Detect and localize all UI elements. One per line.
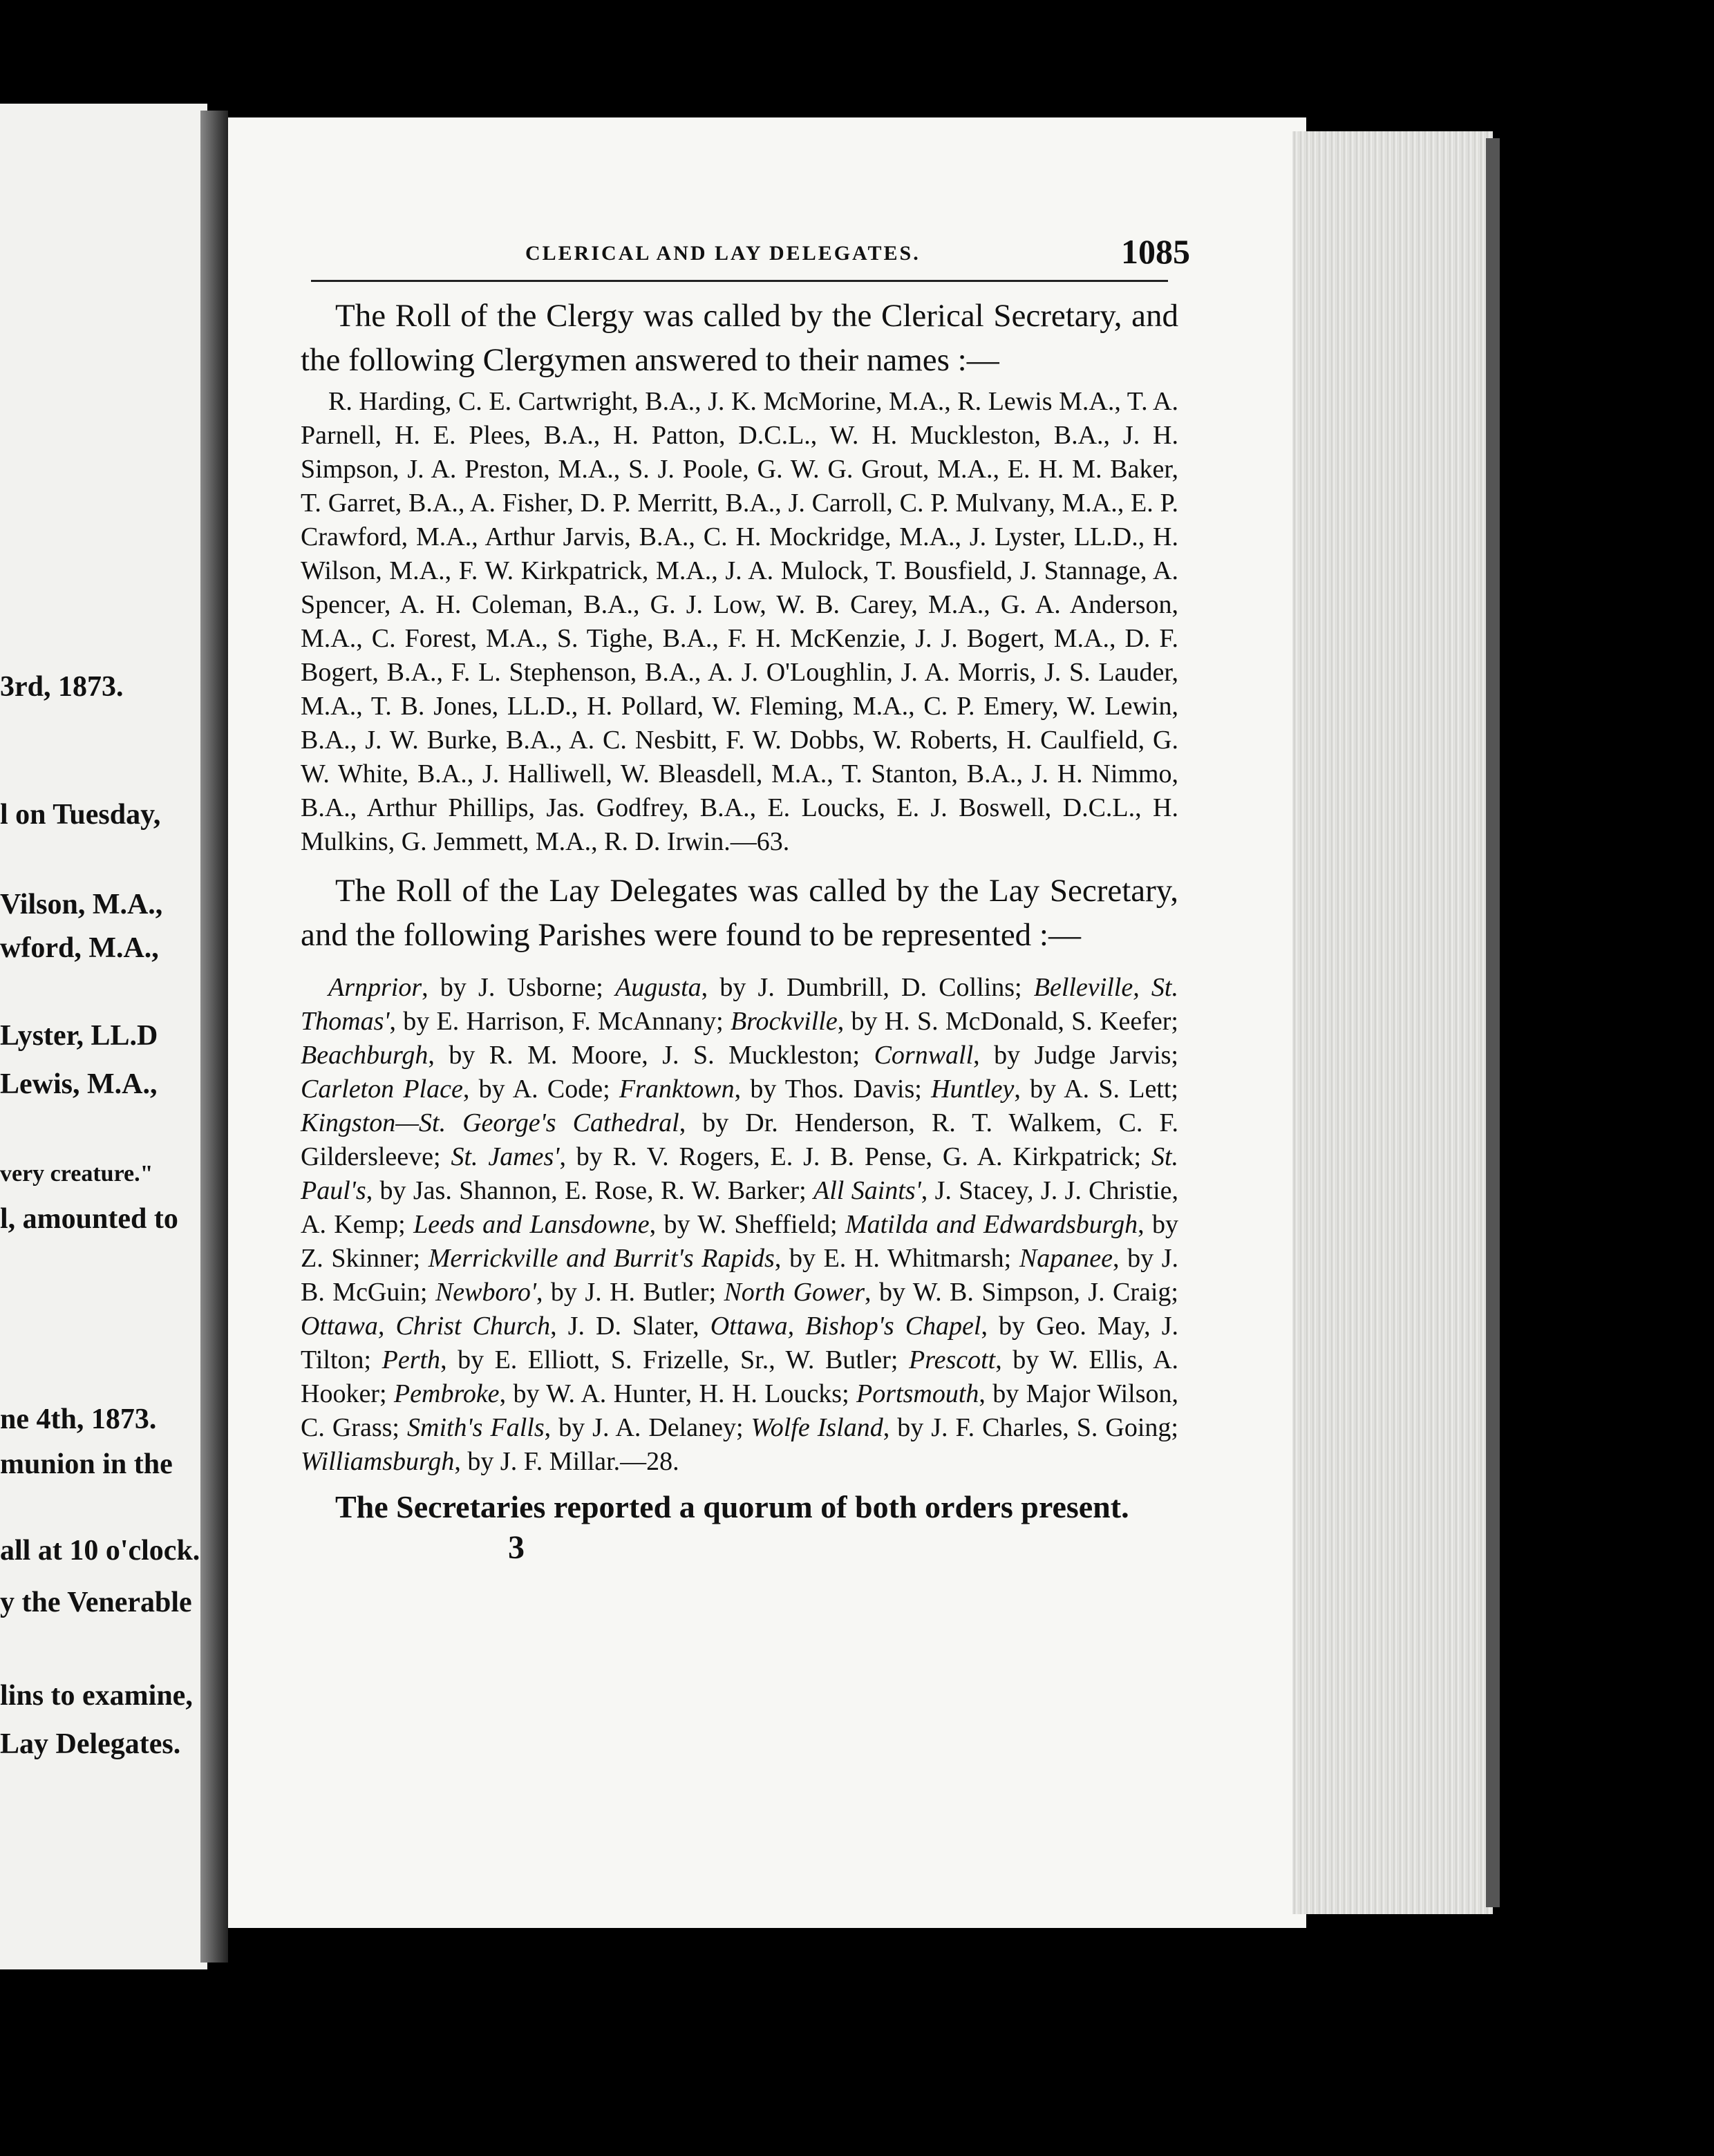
parish-name: St. Paul's — [301, 1142, 1178, 1205]
parish-name: Pembroke — [393, 1379, 500, 1408]
parish-name: Cornwall — [874, 1041, 974, 1070]
parish-name: Franktown — [619, 1075, 735, 1104]
parish-delegates: , by J. B. McGuin; — [301, 1244, 1179, 1307]
parish-delegates: , by R. V. Rogers, E. J. B. Pense, G. A. Kirkpatrick; — [559, 1142, 1151, 1171]
parish-name: Beachburgh — [301, 1041, 428, 1070]
running-head: CLERICAL AND LAY DELEGATES. — [525, 242, 921, 265]
parish-delegates: , by Geo. May, J. Tilton; — [301, 1312, 1178, 1374]
parish-delegates: , by J. Usborne; — [422, 973, 616, 1002]
parish-name: Prescott — [909, 1345, 996, 1374]
parish-delegates: , by J. Dumbrill, D. Collins; — [701, 973, 1034, 1002]
parish-name: Leeds and Lansdowne — [413, 1210, 650, 1239]
parish-delegates: , by Dr. Henderson, R. T. Walkem, C. F. Gildersleeve; — [301, 1108, 1178, 1171]
parish-delegates: , J. D. Slater, — [550, 1312, 710, 1341]
header-rule — [311, 280, 1168, 282]
facing-page-line: l on Tuesday, — [0, 799, 161, 831]
parish-delegates: , by Major Wilson, C. Grass; — [301, 1379, 1178, 1442]
parish-delegates: , by J. H. Butler; — [536, 1278, 724, 1307]
facing-page-line: Lewis, M.A., — [0, 1068, 158, 1100]
facing-page-line: all at 10 o'clock. — [0, 1535, 200, 1567]
parish-delegates: , by W. Ellis, A. Hooker; — [301, 1345, 1179, 1408]
parish-name: Williamsburgh — [301, 1447, 455, 1476]
parish-delegates: , by Thos. Davis; — [734, 1075, 932, 1104]
facing-page-line: very creature." — [0, 1161, 153, 1186]
parish-name: St. James' — [451, 1142, 560, 1171]
lay-intro: The Roll of the Lay Delegates was called by the Lay Secretary, and the following Parishes were found to be represented :— — [301, 873, 1178, 953]
parish-delegates: , by E. Elliott, S. Frizelle, Sr., W. Butler; — [440, 1345, 910, 1374]
parish-delegates: , by H. S. McDonald, S. Keefer; — [837, 1007, 1178, 1036]
parish-delegates: , by A. Code; — [462, 1075, 619, 1104]
book-gutter — [200, 111, 228, 1963]
parish-name: Smith's Falls — [407, 1413, 545, 1442]
parish-name: Newboro' — [435, 1278, 536, 1307]
parish-name: Merrickville and Burrit's Rapids — [428, 1244, 775, 1273]
facing-page-line: 3rd, 1873. — [0, 671, 124, 703]
parish-delegates: , by J. A. Delaney; — [544, 1413, 751, 1442]
clergy-intro: The Roll of the Clergy was called by the Clerical Secretary, and the following Clergymen answered to their names :— — [301, 298, 1178, 378]
page-number: 1085 — [1121, 232, 1190, 271]
facing-page-line: wford, M.A., — [0, 932, 159, 964]
facing-page-line: l, amounted to — [0, 1203, 178, 1235]
parish-delegates: , by J. F. Charles, S. Going; — [883, 1413, 1178, 1442]
parish-name: Matilda and Edwardsburgh — [845, 1210, 1138, 1239]
parish-name: Wolfe Island — [751, 1413, 883, 1442]
parish-delegates: , by W. Sheffield; — [649, 1210, 845, 1239]
parish-name: Napanee — [1019, 1244, 1113, 1273]
facing-page-line: lins to examine, — [0, 1680, 193, 1712]
parish-name: Perth — [382, 1345, 441, 1374]
facing-page-line: Lay Delegates. — [0, 1728, 181, 1760]
parish-name: Ottawa, Christ Church — [301, 1312, 551, 1341]
facing-page-line: Lyster, LL.D — [0, 1020, 158, 1052]
page-edges — [1292, 131, 1493, 1914]
parish-delegates: , by W. B. Simpson, J. Craig; — [865, 1278, 1178, 1307]
facing-page — [0, 104, 207, 1969]
parish-delegates: , by R. M. Moore, J. S. Muckleston; — [428, 1041, 874, 1070]
facing-page-line: ne 4th, 1873. — [0, 1403, 157, 1435]
clergy-list: R. Harding, C. E. Cartwright, B.A., J. K. McMorine, M.A., R. Lewis M.A., T. A. Parnell, H. E. Plees, B.A., H. Patton, D.C.L., W. H. Muckleston, B.A., J. H. Simpson, J. A. Preston, M.A., S. J. Poole, G. W. G. Grout, M.A., E. H. M. Baker, T. Garret, B.A., A. Fisher, D. P. Merritt, B.A., J. Carroll, C. P. Mulvany, M.A., E. P. Crawford, M.A., Arthur Jarvis, B.A., C. H. Mockridge, M.A., J. Lyster, LL.D., H. Wilson, M.A., F. W. Kirkpatrick, M.A., J. A. Mulock, T. Bousfield, J. Stannage, A. Spencer, A. H. Coleman, B.A., G. J. Low, W. B. Carey, M.A., G. A. Anderson, M.A., C. Forest, M.A., S. Tighe, B.A., F. H. McKenzie, J. J. Bogert, M.A., D. F. Bogert, B.A., F. L. Stephenson, B.A., A. J. O'Loughlin, J. A. Morris, J. S. Lauder, M.A., T. B. Jones, LL.D., H. Pollard, W. Fleming, M.A., C. P. Emery, W. Lewin, B.A., J. W. Burke, B.A., A. C. Nesbitt, F. W. Dobbs, W. Roberts, H. Caulfield, G. W. White, B.A., J. Halliwell, W. Bleasdell, M.A., T. Stanton, B.A., J. H. Nimmo, B.A., Arthur Phillips, Jas. Godfrey, B.A., E. Loucks, E. J. Boswell, D.C.L., H. Mulkins, G. Jemmett, M.A., R. D. Irwin.—63. — [301, 387, 1178, 856]
parish-name: Brockville — [730, 1007, 838, 1036]
page-body — [301, 294, 1178, 1567]
facing-page-line: Vilson, M.A., — [0, 889, 163, 920]
page-edges-shadow — [1486, 138, 1500, 1907]
parish-delegates: , by E. Harrison, F. McAnnany; — [389, 1007, 731, 1036]
parish-name: Ottawa, Bishop's Chapel — [710, 1312, 981, 1341]
parish-delegates: , J. Stacey, J. J. Christie, A. Kemp; — [301, 1176, 1179, 1239]
parish-delegates: , by A. S. Lett; — [1014, 1075, 1178, 1104]
parish-name: North Gower — [724, 1278, 865, 1307]
facing-page-line: y the Venerable — [0, 1587, 192, 1618]
parish-delegates: , by Z. Skinner; — [301, 1210, 1179, 1273]
facing-page-line: munion in the — [0, 1448, 173, 1480]
parish-delegates: , by Jas. Shannon, E. Rose, R. W. Barker; — [366, 1176, 814, 1205]
parish-name: Arnprior — [328, 973, 422, 1002]
parish-name: Augusta — [615, 973, 701, 1002]
closing-statement: The Secretaries reported a quorum of both orders present. — [335, 1489, 1129, 1524]
parish-name: Carleton Place — [301, 1075, 463, 1104]
parish-delegates: , by Judge Jarvis; — [973, 1041, 1178, 1070]
parish-name: Kingston—St. George's Cathedral — [301, 1108, 679, 1137]
parish-delegates: , by J. F. Millar.—28. — [454, 1447, 679, 1476]
parish-name: Huntley — [931, 1075, 1015, 1104]
parish-name: Portsmouth — [856, 1379, 979, 1408]
parish-name: All Saints' — [813, 1176, 921, 1205]
parish-list — [301, 971, 1178, 1479]
parish-delegates: , by W. A. Hunter, H. H. Loucks; — [499, 1379, 857, 1408]
parish-delegates: , by E. H. Whitmarsh; — [774, 1244, 1019, 1273]
parish-name: Belleville, St. Thomas' — [301, 973, 1178, 1036]
signature-mark: 3 — [508, 1529, 525, 1566]
